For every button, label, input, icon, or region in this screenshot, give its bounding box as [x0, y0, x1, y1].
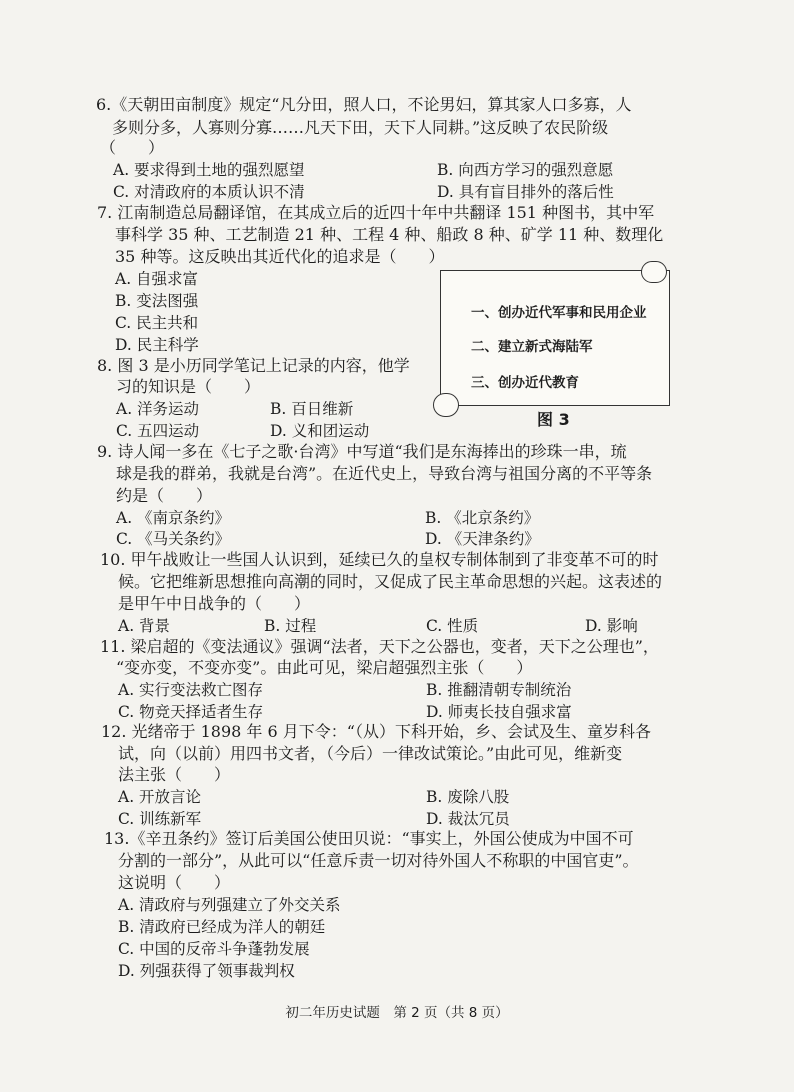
q13-stem-line-1: 13.《辛丑条约》签订后美国公使田贝说：“事实上，外国公使成为中国不可	[104, 829, 634, 848]
q12-option-b: B. 废除八股	[426, 788, 510, 806]
q8-stem-line-1: 8. 图 3 是小历同学笔记上记录的内容，他学	[97, 356, 410, 375]
q13-option-d: D. 列强获得了领事裁判权	[118, 962, 295, 980]
q6-option-d: D. 具有盲目排外的落后性	[437, 183, 614, 201]
q7-stem-line-3: 35 种等。这反映出其近代化的追求是（ ）	[115, 247, 445, 266]
q7-option-b: B. 变法图强	[115, 292, 199, 310]
q7-option-a: A. 自强求富	[115, 270, 199, 288]
figure-3-scroll	[440, 270, 670, 406]
figure-3-item-2: 二、建立新式海陆军	[471, 339, 593, 355]
q9-stem-line-1: 9. 诗人闻一多在《七子之歌·台湾》中写道“我们是东海捧出的珍珠一串，琉	[97, 442, 627, 461]
q6-option-a: A. 要求得到土地的强烈愿望	[113, 161, 305, 179]
q12-option-d: D. 裁汰冗员	[426, 810, 510, 828]
q7-stem-line-2: 事科学 35 种、工艺制造 21 种、工程 4 种、船政 8 种、矿学 11 种、数理化	[115, 225, 664, 244]
q10-stem-line-2: 候。它把维新思想推向高潮的同时，又促成了民主革命思想的兴起。这表述的	[118, 572, 663, 591]
q12-option-a: A. 开放言论	[118, 788, 202, 806]
q6-stem-line-2: 多则分多，人寡则分寡……凡天下田，天下人同耕。”这反映了农民阶级	[112, 118, 609, 137]
q8-stem-line-2: 习的知识是（ ）	[116, 377, 261, 396]
q11-option-d: D. 师夷长技自强求富	[426, 703, 572, 721]
q11-option-b: B. 推翻清朝专制统治	[426, 681, 572, 699]
q10-stem-line-3: 是甲午中日战争的（ ）	[118, 594, 311, 613]
page-footer: 初二年历史试题 第 2 页（共 8 页）	[285, 1005, 509, 1021]
q7-stem-line-1: 7. 江南制造总局翻译馆，在其成立后的近四十年中共翻译 151 种图书，其中军	[97, 203, 655, 222]
q13-option-a: A. 清政府与列强建立了外交关系	[118, 896, 341, 914]
q9-option-d: D. 《天津条约》	[425, 530, 540, 548]
q11-stem-line-1: 11. 梁启超的《变法通议》强调“法者，天下之公器也，变者，天下之公理也”，	[100, 637, 659, 656]
scroll-roll-top	[641, 261, 667, 283]
q12-option-c: C. 训练新军	[118, 810, 202, 828]
q12-stem-line-1: 12. 光绪帝于 1898 年 6 月下令：“（从）下科开始，乡、会试及生、童岁科各	[101, 722, 651, 741]
q13-option-c: C. 中国的反帝斗争蓬勃发展	[118, 940, 310, 958]
q9-option-a: A. 《南京条约》	[116, 509, 231, 527]
q11-option-c: C. 物竞天择适者生存	[118, 703, 264, 721]
q11-stem-line-2: “变亦变，不变亦变”。由此可见，梁启超强烈主张（ ）	[116, 658, 533, 677]
q8-option-a: A. 洋务运动	[116, 400, 200, 418]
q10-option-a: A. 背景	[118, 617, 171, 635]
q6-option-b: B. 向西方学习的强烈意愿	[437, 161, 614, 179]
q9-option-c: C. 《马关条约》	[116, 530, 231, 548]
q10-stem-line-1: 10. 甲午战败让一些国人认识到，延续已久的皇权专制体制到了非变革不可的时	[100, 550, 659, 569]
q10-option-b: B. 过程	[264, 617, 317, 635]
q7-option-d: D. 民主科学	[115, 336, 199, 354]
q8-option-b: B. 百日维新	[270, 400, 354, 418]
q13-stem-line-3: 这说明（ ）	[118, 873, 231, 892]
q9-stem-line-3: 约是（ ）	[116, 486, 213, 505]
q12-stem-line-2: 试，向（以前）用四书文者，（今后）一律改试策论。”由此可见，维新变	[118, 744, 623, 763]
q13-stem-line-2: 分割的一部分”，从此可以“任意斥责一切对待外国人不称职的中国官吏”。	[118, 851, 639, 870]
q12-stem-line-3: 法主张（ ）	[118, 765, 231, 784]
q8-option-d: D. 义和团运动	[270, 422, 370, 440]
q9-option-b: B. 《北京条约》	[425, 509, 540, 527]
figure-3-item-1: 一、创办近代军事和民用企业	[471, 305, 647, 321]
figure-3-item-3: 三、创办近代教育	[471, 375, 579, 391]
q6-stem-line-1: 6.《天朝田亩制度》规定“凡分田，照人口，不论男妇，算其家人口多寡，人	[96, 95, 632, 114]
q10-option-d: D. 影响	[585, 617, 638, 635]
q6-option-c: C. 对清政府的本质认识不清	[113, 183, 305, 201]
q9-stem-line-2: 球是我的群弟，我就是台湾”。在近代史上，导致台湾与祖国分离的不平等条	[116, 464, 653, 483]
q13-option-b: B. 清政府已经成为洋人的朝廷	[118, 918, 326, 936]
q7-option-c: C. 民主共和	[115, 314, 199, 332]
q8-option-c: C. 五四运动	[116, 422, 200, 440]
q11-option-a: A. 实行变法救亡图存	[118, 681, 264, 699]
scroll-roll-bottom	[433, 393, 459, 417]
figure-3-caption: 图 3	[537, 410, 570, 429]
q10-option-c: C. 性质	[426, 617, 479, 635]
q6-stem-line-3: （ ）	[100, 138, 165, 157]
